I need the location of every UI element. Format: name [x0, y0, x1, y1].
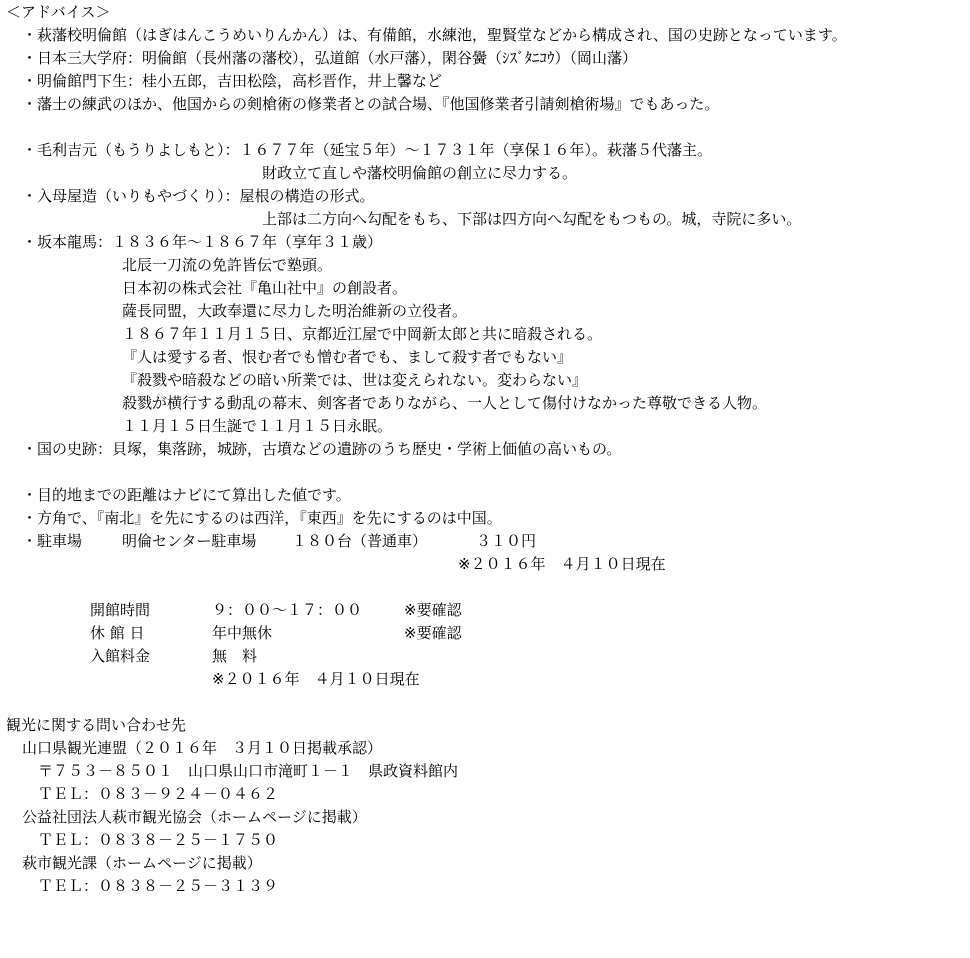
city-tel: ＴＥＬ：０８３８－２５－３１３９	[38, 877, 279, 895]
advice-heading: ＜アドバイス＞	[6, 3, 111, 21]
fee-label: 入館料金	[90, 647, 151, 665]
closed-label: 休 館 日	[90, 624, 145, 642]
league-tel: ＴＥＬ：０８３－９２４－０４６２	[38, 785, 279, 803]
assoc-tel: ＴＥＬ：０８３８－２５－１７５０	[38, 831, 279, 849]
mori-line2: 財政立て直しや藩校明倫館の創立に尽力する。	[262, 164, 578, 182]
distance-note: ・目的地までの距離はナビにて算出した値です。	[22, 486, 351, 504]
hours-date-note: ※２０１６年 ４月１０日現在	[212, 670, 420, 688]
assoc-name: 公益社団法人萩市観光協会（ホームページに掲載）	[22, 808, 367, 826]
parking-name: 明倫センター駐車場	[122, 532, 257, 550]
sakamoto-detail: １１月１５日生誕で１１月１５日永眠。	[122, 417, 393, 435]
hours-value: ９：００～１７：００	[212, 601, 363, 619]
hours-label: 開館時間	[90, 601, 151, 619]
parking-note: ※２０１６年 ４月１０日現在	[458, 555, 666, 573]
advice-item: ・萩藩校明倫館（はぎはんこうめいりんかん）は、有備館，水練池，聖賢堂などから構成され、国の史跡となっています。	[22, 26, 847, 44]
closed-note: ※要確認	[404, 624, 462, 642]
sakamoto-detail: 殺戮が横行する動乱の幕末、剣客者でありながら、一人として傷付けなかった尊敬できる人物。	[122, 394, 768, 412]
sakamoto-line1: ・坂本龍馬：１８３６年～１８６７年（享年３１歳）	[22, 233, 383, 251]
advice-item: ・明倫館門下生：桂小五郎，吉田松陰，高杉晋作，井上馨など	[22, 72, 443, 90]
direction-note: ・方角で、『南北』を先にするのは西洋，『東西』を先にするのは中国。	[22, 509, 502, 527]
parking-label: ・駐車場	[22, 532, 83, 550]
contact-heading: 観光に関する問い合わせ先	[6, 716, 187, 734]
city-name: 萩市観光課（ホームページに掲載）	[22, 854, 262, 872]
closed-value: 年中無休	[212, 624, 273, 642]
sakamoto-detail: 『人は愛する者、恨む者でも憎む者でも、まして殺す者でもない』	[122, 348, 573, 366]
mori-line1: ・毛利吉元（もうりよしもと）：１６７７年（延宝５年）～１７３１年（享保１６年）。萩藩５代藩主。	[22, 141, 713, 159]
league-address: 〒７５３－８５０１ 山口県山口市滝町１－１ 県政資料館内	[38, 762, 459, 780]
sakamoto-detail: 『殺戮や暗殺などの暗い所業では、世は変えられない。変わらない』	[122, 371, 588, 389]
advice-item: ・藩士の練武のほか、他国からの剣槍術の修業者との試合場、『他国修業者引請剣槍術場』でもあった。	[22, 95, 720, 113]
parking-price: ３１０円	[476, 532, 537, 550]
irimoya-line2: 上部は二方向へ勾配をもち、下部は四方向へ勾配をもつもの。城，寺院に多い。	[262, 210, 802, 228]
advice-item: ・日本三大学府：明倫館（長州藩の藩校），弘道館（水戸藩），閑谷黌（ｼｽﾞﾀﾆｺｳ）（岡山藩）	[22, 49, 638, 67]
sakamoto-detail: 薩長同盟，大政奉還に尽力した明治維新の立役者。	[122, 302, 468, 320]
hours-note: ※要確認	[404, 601, 462, 619]
irimoya-line1: ・入母屋造（いりもやづくり）：屋根の構造の形式。	[22, 187, 375, 205]
shiseki-line: ・国の史跡：貝塚，集落跡，城跡，古墳などの遺跡のうち歴史・学術上価値の高いもの。	[22, 440, 622, 458]
sakamoto-detail: 北辰一刀流の免許皆伝で塾頭。	[122, 256, 333, 274]
sakamoto-detail: 日本初の株式会社『亀山社中』の創設者。	[122, 279, 408, 297]
league-name: 山口県観光連盟（２０１６年 ３月１０日掲載承認）	[22, 739, 383, 757]
fee-value: 無 料	[212, 647, 258, 665]
parking-capacity: １８０台（普通車）	[292, 532, 428, 550]
sakamoto-detail: １８６７年１１月１５日、京都近江屋で中岡新太郎と共に暗殺される。	[122, 325, 603, 343]
